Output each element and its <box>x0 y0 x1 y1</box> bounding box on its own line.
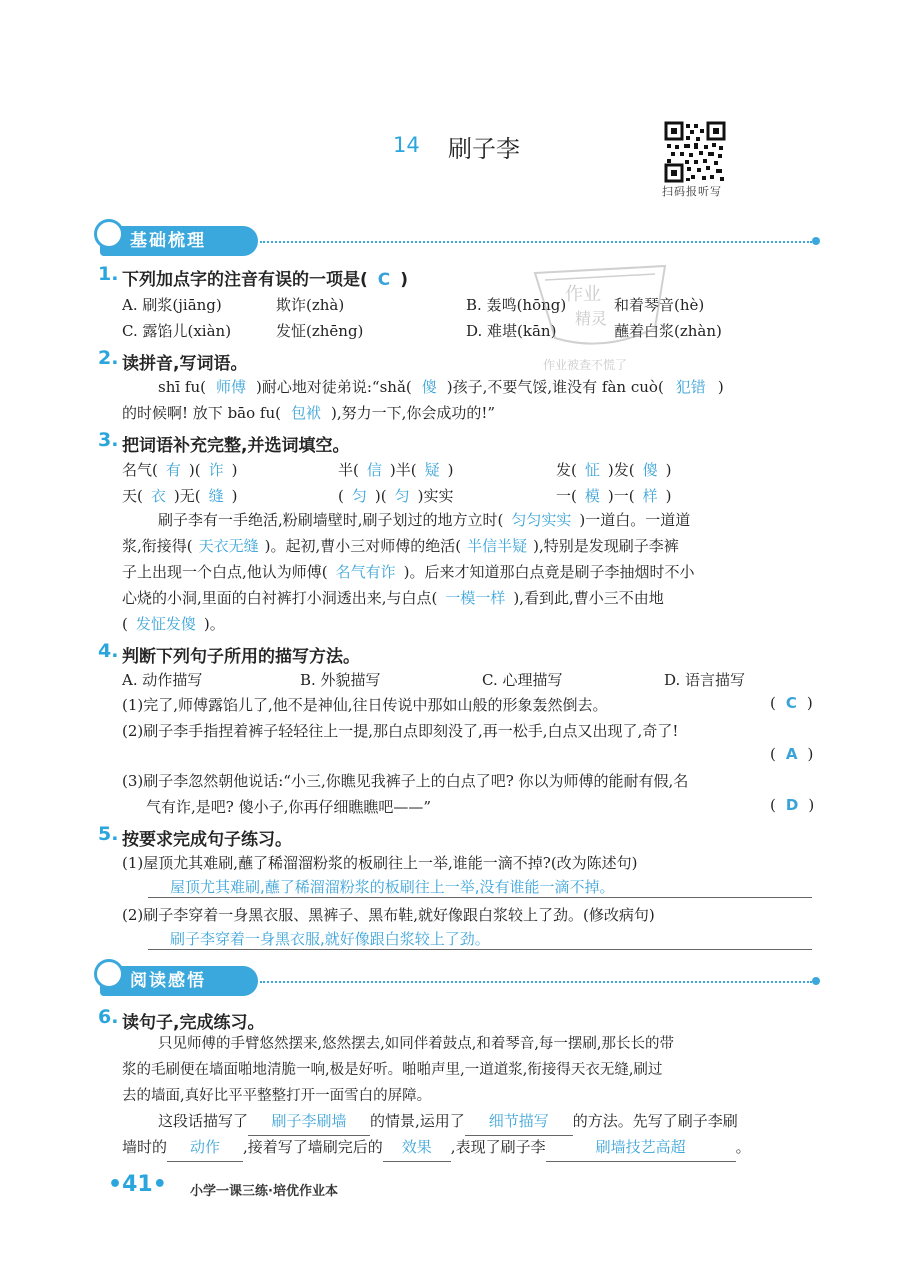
answer: 傻 <box>421 378 437 396</box>
word-fill: 一( 模 )一( 样 ) <box>556 487 672 505</box>
question-title: 按要求完成句子练习。 <box>122 830 292 850</box>
question-number: 6. <box>98 1006 119 1028</box>
q2-line-1 <box>158 376 724 397</box>
qr-code[interactable] <box>664 121 726 183</box>
question-title <box>122 265 408 290</box>
answer-paren: ( D ) <box>770 796 815 814</box>
question-text: 下列加点字的注音有误的一项是( <box>122 270 368 290</box>
page-number: •41• <box>108 1172 167 1197</box>
option-a <box>122 294 222 315</box>
section-divider <box>260 241 812 243</box>
question-number: 4. <box>98 640 119 662</box>
clock-icon <box>94 219 124 249</box>
question-number: 2. <box>98 347 119 369</box>
reading-passage-line: 浆的毛刷便在墙面啪地清脆一响,极是好听。啪啪声里,一道道浆,衔接得天衣无缝,刷过 <box>122 1062 663 1078</box>
clock-icon <box>94 959 124 989</box>
text: ),努力一下,你会成功的!” <box>331 404 496 422</box>
sentence: (2)刷子李手指捏着裤子轻轻往上一提,那白点即刻没了,再一松手,白点又出现了,奇了! <box>122 722 679 740</box>
section-reading-badge: 阅读感悟 <box>100 966 258 996</box>
reading-passage-line: 去的墙面,真好比平平整整打开一面雪白的屏障。 <box>122 1088 432 1104</box>
q2-line-2 <box>122 402 495 423</box>
question-title: 判断下列句子所用的描写方法。 <box>122 647 360 667</box>
q3-paragraph-line: 浆,衔接得( 天衣无缝 )。起初,曹小三对师傅的绝活( 半信半疑 ),特别是发现刷子李裤 <box>122 537 679 555</box>
watermark-text: 作业被查不慌了 <box>543 358 628 372</box>
reading-passage-line: 只见师傅的手臂悠然摆来,悠然摆去,如同伴着鼓点,和着琴音,每一摆刷,那长长的带 <box>158 1036 675 1052</box>
option-word: 难堪(kān) <box>487 322 557 340</box>
word-fill: 名气( 有 )( 诈 ) <box>122 461 238 479</box>
text: )孩子,不要气馁,谁没有 fàn cuò( <box>446 378 664 396</box>
option-b: B. 外貌描写 <box>300 671 381 689</box>
option-c-2: 发怔(zhēng) <box>276 322 364 340</box>
option-word: 刷浆(jiāng) <box>142 296 222 314</box>
text: ) <box>717 378 724 396</box>
answer: 包袱 <box>290 404 321 422</box>
question-number: 1. <box>98 263 119 285</box>
answer: 师傅 <box>216 378 247 396</box>
option-d: D. 语言描写 <box>664 671 746 689</box>
book-title: 小学一课三练·培优作业本 <box>190 1184 338 1199</box>
word-fill: 天( 衣 )无( 缝 ) <box>122 487 238 505</box>
option-b-2: 和着琴音(hè) <box>614 296 705 314</box>
qr-caption: 扫码报听写 <box>662 185 722 198</box>
word-fill: 发( 怔 )发( 傻 ) <box>556 461 672 479</box>
option-label: C. <box>122 322 138 340</box>
answer-line: 刷子李穿着一身黑衣服,就好像跟白浆较上了劲。 <box>148 928 812 950</box>
sentence: (1)屋顶尤其难刷,蘸了稀溜溜粉浆的板刷往上一举,谁能一滴不掉?(改为陈述句) <box>122 854 638 872</box>
answer-line: 屋顶尤其难刷,蘸了稀溜溜粉浆的板刷往上一举,没有谁能一滴不掉。 <box>148 876 812 898</box>
q3-paragraph-line: 刷子李有一手绝活,粉刷墙壁时,刷子划过的地方立时( 匀匀实实 )一道白。一道道 <box>158 511 691 529</box>
option-label: A. <box>122 296 138 314</box>
q3-paragraph-line: 子上出现一个白点,他认为师傅( 名气有诈 )。后来才知道那白点竟是刷子李抽烟时不小 <box>122 563 695 581</box>
option-word: 轰鸣(hōng) <box>486 296 567 314</box>
option-label: D. <box>466 322 483 340</box>
section-divider <box>260 981 812 983</box>
option-a: A. 动作描写 <box>122 671 203 689</box>
text: shī fu( <box>158 378 206 396</box>
page-number-text: 41 <box>122 1172 153 1197</box>
lesson-number: 14 <box>393 133 420 157</box>
question-number: 5. <box>98 823 119 845</box>
answer: 犯错 <box>675 378 706 396</box>
sentence: (3)刷子李忽然朝他说话:“小三,你瞧见我裤子上的白点了吧? 你以为师傅的能耐有假,名 <box>122 772 689 790</box>
answer: C <box>377 270 391 290</box>
section-divider-dot <box>812 977 820 985</box>
word-fill: 半( 信 )半( 疑 ) <box>338 461 454 479</box>
watermark-stamp <box>515 258 685 378</box>
section-basic-badge: 基础梳理 <box>100 226 258 256</box>
question-title: 把词语补充完整,并选词填空。 <box>122 436 350 456</box>
question-number: 3. <box>98 429 119 451</box>
word-fill: ( 匀 )( 匀 )实实 <box>338 487 454 505</box>
answer-paren: ( A ) <box>770 745 814 763</box>
text: )耐心地对徒弟说:“shǎ( <box>256 378 412 396</box>
paren: ) <box>400 270 409 290</box>
text: 的时候啊! 放下 bāo fu( <box>122 404 281 422</box>
option-label: B. <box>466 296 482 314</box>
sentence: (1)完了,师傅露馅儿了,他不是神仙,往日传说中那如山般的形象轰然倒去。 <box>122 696 608 714</box>
question-title: 读句子,完成练习。 <box>122 1013 265 1033</box>
answer-paren: ( C ) <box>770 694 813 712</box>
fill-line: 墙时的 动作 ,接着写了墙刷完后的 效果 ,表现了刷子李 刷墙技艺高超 。 <box>122 1133 751 1162</box>
option-word: 露馅儿(xiàn) <box>142 322 232 340</box>
watermark-text: 精灵 <box>575 309 608 328</box>
fill-line: 这段话描写了 刷子李刷墙 的情景,运用了 细节描写 的方法。先写了刷子李刷 <box>158 1107 738 1136</box>
sentence: 气有诈,是吧? 傻小子,你再仔细瞧瞧吧——” <box>146 798 432 816</box>
watermark-text: 作业 <box>565 284 601 305</box>
q3-paragraph-line: ( 发怔发傻 )。 <box>122 615 225 633</box>
option-c: C. 心理描写 <box>482 671 563 689</box>
sentence: (2)刷子李穿着一身黑衣服、黑裤子、黑布鞋,就好像跟白浆较上了劲。(修改病句) <box>122 906 655 924</box>
option-d-2: 蘸着白浆(zhàn) <box>614 322 722 340</box>
option-a-2: 欺诈(zhà) <box>276 296 345 314</box>
lesson-title: 刷子李 <box>448 135 520 163</box>
option-c <box>122 320 231 341</box>
section-divider-dot <box>812 237 820 245</box>
question-title: 读拼音,写词语。 <box>122 354 248 374</box>
q3-paragraph-line: 心烧的小洞,里面的白衬裤打小洞透出来,与白点( 一模一样 ),看到此,曹小三不由地 <box>122 589 664 607</box>
